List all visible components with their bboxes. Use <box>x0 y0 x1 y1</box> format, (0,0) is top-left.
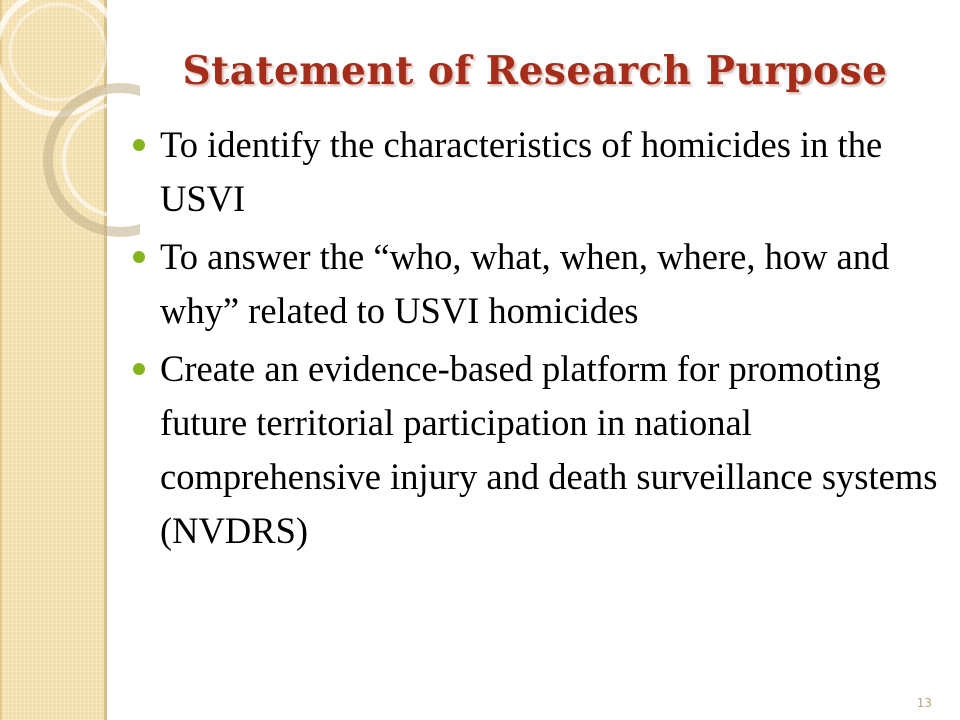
bullet-text: To answer the “who, what, when, where, how and why” related to USVI homicides <box>160 236 890 331</box>
bullet-item <box>133 342 943 558</box>
bullet-dot-icon <box>133 363 145 375</box>
bullet-dot-icon <box>133 251 145 263</box>
page-number: 13 <box>916 696 932 710</box>
bullet-text: To identify the characteristics of homicides in the USVI <box>160 124 883 219</box>
bullet-list <box>133 118 943 562</box>
decorative-rings-icon <box>0 0 140 260</box>
bullet-dot-icon <box>133 139 145 151</box>
slide-title: Statement of Research Purpose <box>182 48 888 94</box>
bullet-item <box>133 118 943 226</box>
bullet-item <box>133 230 943 338</box>
bullet-text: Create an evidence-based platform for promoting future territorial participation in national comprehensive injury and death surveillance systems (NVDRS) <box>160 348 938 551</box>
